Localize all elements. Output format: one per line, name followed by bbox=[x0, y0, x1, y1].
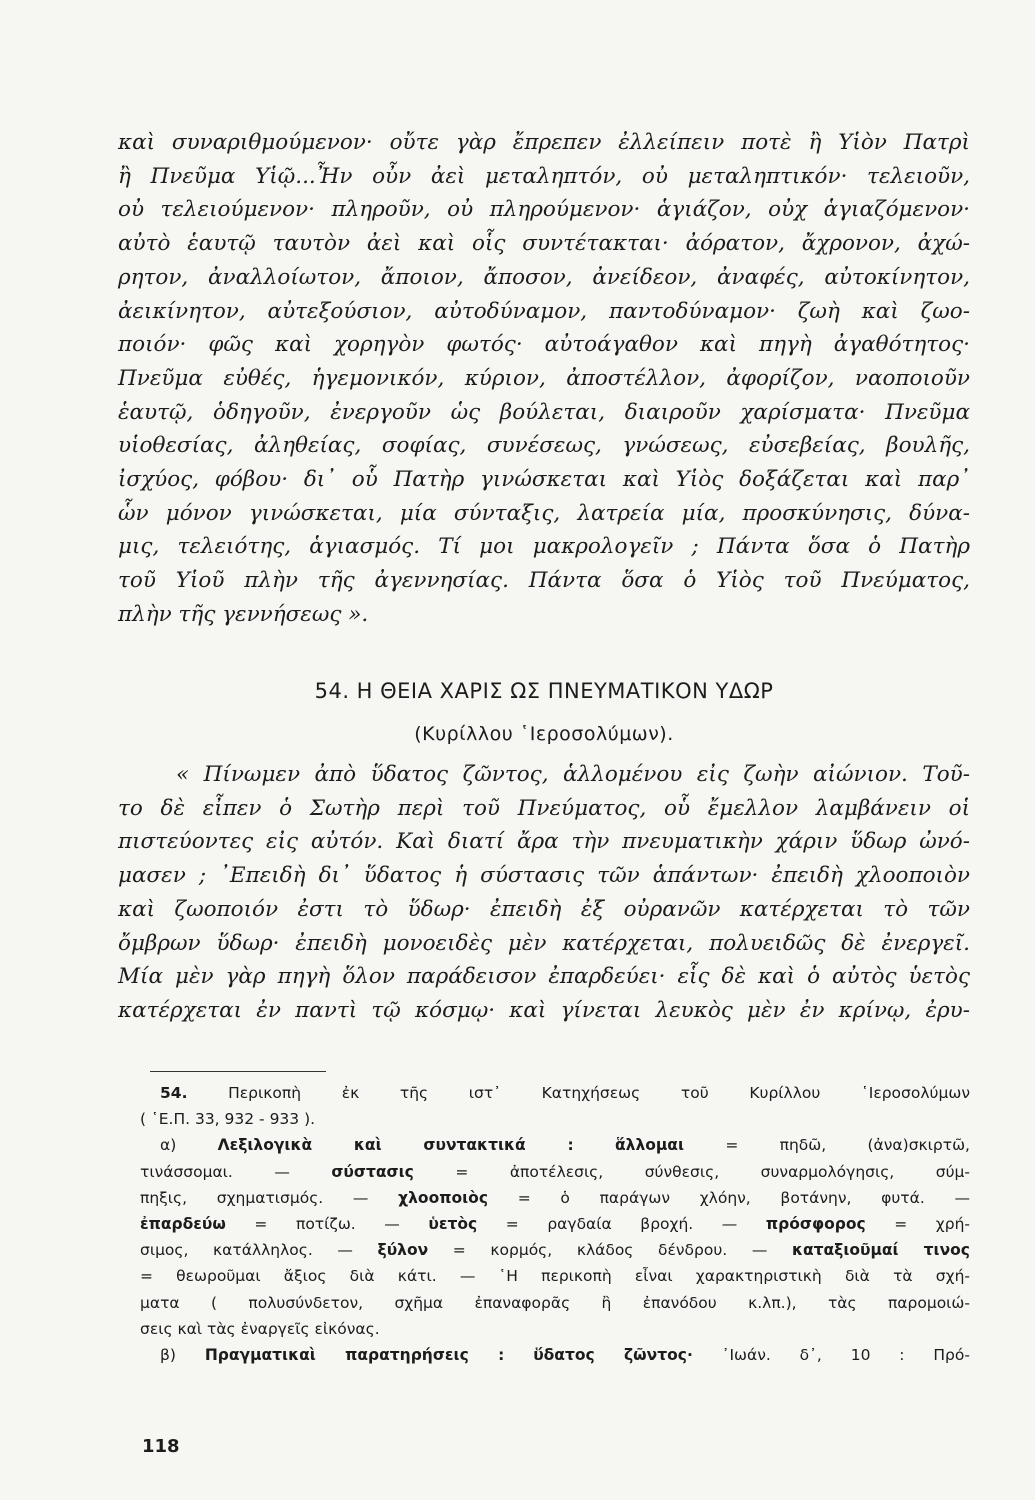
footnote-text: Περικοπὴ ἐκ τῆς ιστ᾽ Κατηχήσεως τοῦ Κυρίλλου ῾Ιεροσολύμων bbox=[187, 1084, 970, 1102]
footnote-text: σιμος, κατάλληλος. — bbox=[140, 1241, 378, 1260]
footnote-text: = χρή- bbox=[865, 1215, 970, 1234]
footnote-text: τινάσσομαι. — bbox=[140, 1162, 332, 1181]
text-line: αὐτὸ ἑαυτῷ ταυτὸν ἀεὶ καὶ οἷς συντέτακται· ἀόρατον, ἄχρονον, ἀχώ- bbox=[118, 231, 970, 257]
footnote-line: = θεωροῦμαι ἄξιος διὰ κάτι. — ῾Η περικοπὴ εἶναι χαρακτηριστικὴ διὰ τὰ σχή- bbox=[140, 1267, 970, 1286]
text-line: κατέρχεται ἐν παντὶ τῷ κόσμῳ· καὶ γίνεται λευκὸς μὲν ἐν κρίνῳ, ἐρυ- bbox=[118, 997, 970, 1023]
footnote-line bbox=[140, 1211, 970, 1237]
footnote-line: ματα ( πολυσύνδετον, σχῆμα ἐπαναφορᾶς ἢ ἐπανόδου κ.λπ.), τὰς παρομοιώ- bbox=[140, 1293, 970, 1312]
text-line: ἑαυτῷ, ὁδηγοῦν, ἐνεργοῦν ὡς βούλεται, διαιροῦν χαρίσματα· Πνεῦμα bbox=[118, 399, 970, 425]
text-line: « Πίνωμεν ἀπὸ ὕδατος ζῶντος, ἁλλομένου εἰς ζωὴν αἰώνιον. Τοῦ- bbox=[176, 762, 970, 787]
page-number: 118 bbox=[142, 1436, 180, 1457]
footnote-line bbox=[140, 1237, 970, 1263]
footnote-text: = ποτίζω. — bbox=[225, 1215, 429, 1234]
text-line: ὧν μόνον γινώσκεται, μία σύνταξις, λατρεία μία, προσκύνησις, δύνα- bbox=[118, 500, 970, 526]
footnote-text: = ἀποτέλεσις, σύνθεσις, συναρμολόγησις, σύμ- bbox=[413, 1162, 970, 1181]
text-line: ὄμβρων ὕδωρ· ἐπειδὴ μονοειδὲς μὲν κατέρχεται, πολυειδῶς δὲ ἐνεργεῖ. bbox=[118, 930, 970, 956]
text-line: υἱοθεσίας, ἀληθείας, σοφίας, συνέσεως, γνώσεως, εὐσεβείας, βουλῆς, bbox=[118, 433, 970, 459]
text-line: πλὴν τῆς γεννήσεως ». bbox=[118, 601, 369, 627]
footnote-bold: ὕδατος ζῶντος· bbox=[533, 1346, 693, 1365]
footnote-number: 54. bbox=[160, 1084, 188, 1102]
footnote-text: α) bbox=[160, 1136, 218, 1155]
footnote-line bbox=[140, 1342, 970, 1368]
footnote-bold: πρόσφορος bbox=[765, 1215, 866, 1234]
text-line: καὶ ζωοποιόν ἐστι τὸ ὕδωρ· ἐπειδὴ ἐξ οὐρανῶν κατέρχεται τὸ τῶν bbox=[118, 896, 970, 922]
footnote-text: β) bbox=[160, 1346, 205, 1365]
footnote-text: = ραγδαία βροχή. — bbox=[477, 1215, 766, 1234]
footnote-text: = κορμός, κλάδος δένδρου. — bbox=[428, 1241, 792, 1260]
text-line: ἢ Πνεῦμα Υἱῷ...Ἦν οὖν ἀεὶ μεταληπτόν, οὐ μεταληπτικόν· τελειοῦν, bbox=[118, 163, 970, 189]
main-passage bbox=[118, 758, 970, 1028]
footnote-text: πηξις, σχηματισμός. — bbox=[140, 1188, 399, 1207]
footnote-bold: καταξιοῦμαί τινος bbox=[791, 1241, 970, 1260]
text-line: ρητον, ἀναλλοίωτον, ἄποιον, ἄποσον, ἀνείδεον, ἀναφές, αὐτοκίνητον, bbox=[118, 264, 970, 290]
section-attribution: (Κυρίλλου ῾Ιεροσολύμων). bbox=[414, 723, 674, 745]
text-line: οὐ τελειούμενον· πληροῦν, οὐ πληρούμενον· ἁγιάζον, οὐχ ἁγιαζόμενον· bbox=[118, 197, 970, 223]
footnote-bold: Λεξιλογικὰ καὶ συντακτικά : bbox=[217, 1136, 574, 1155]
text-line: μις, τελειότης, ἁγιασμός. Τί μοι μακρολογεῖν ; Πάντα ὅσα ὁ Πατὴρ bbox=[118, 534, 970, 560]
footnote-bold: ὑετὸς bbox=[428, 1215, 478, 1234]
footnote-bold: σύστασις bbox=[331, 1162, 414, 1181]
section-heading: 54. Η ΘΕΙΑ ΧΑΡΙΣ ΩΣ ΠΝΕΥΜΑΤΙΚΟΝ ΥΔΩΡ bbox=[314, 679, 774, 703]
footnote-text: ᾿Ιωάν. δ᾽, 10 : Πρό- bbox=[692, 1346, 970, 1365]
footnote-text: = πηδῶ, (ἀνα)σκιρτῶ, bbox=[684, 1136, 970, 1155]
footnote-bold: ἐπαρδεύω bbox=[140, 1215, 226, 1234]
footnote-bold: ξύλον bbox=[377, 1241, 429, 1260]
text-line: πιστεύοντες εἰς αὐτόν. Καὶ διατί ἄρα τὴν πνευματικὴν χάριν ὕδωρ ὠνό- bbox=[118, 829, 970, 855]
footnote-line: σεις καὶ τὰς ἐναργεῖς εἰκόνας. bbox=[140, 1319, 380, 1338]
footnote-bold: ἅλλομαι bbox=[614, 1136, 684, 1155]
text-line: καὶ συναριθμούμενον· οὔτε γὰρ ἔπρεπεν ἐλλείπειν ποτὲ ἢ Υἱὸν Πατρὶ bbox=[118, 130, 970, 155]
top-passage bbox=[118, 126, 970, 632]
footnote-text: = ὁ παράγων χλόην, βοτάνην, φυτά. — bbox=[488, 1188, 970, 1207]
footnote-divider bbox=[150, 1071, 326, 1072]
footnote-line bbox=[140, 1159, 970, 1185]
text-line: ἰσχύος, φόβου· δι᾽ οὗ Πατὴρ γινώσκεται καὶ Υἱὸς δοξάζεται καὶ παρ᾽ bbox=[118, 467, 970, 493]
footnote-line bbox=[140, 1132, 970, 1158]
footnote-line: ( ῾Ε.Π. 33, 932 - 933 ). bbox=[140, 1110, 316, 1129]
footnote-line bbox=[140, 1080, 970, 1106]
footnote-bold: Πραγματικαὶ παρατηρήσεις : bbox=[204, 1346, 505, 1365]
footnote-line bbox=[140, 1185, 970, 1211]
text-line: ποιόν· φῶς καὶ χορηγὸν φωτός· αὐτοάγαθον καὶ πηγὴ ἀγαθότητος· bbox=[118, 332, 970, 358]
text-line: το δὲ εἶπεν ὁ Σωτὴρ περὶ τοῦ Πνεύματος, οὗ ἔμελλον λαμβάνειν οἱ bbox=[118, 795, 970, 821]
footnote-bold: χλοοποιὸς bbox=[398, 1188, 489, 1207]
text-line: ἀεικίνητον, αὐτεξούσιον, αὐτοδύναμον, παντοδύναμον· ζωὴ καὶ ζωο- bbox=[118, 298, 970, 324]
footnotes bbox=[140, 1080, 970, 1368]
text-line: Πνεῦμα εὐθές, ἡγεμονικόν, κύριον, ἀποστέλλον, ἀφορίζον, ναοποιοῦν bbox=[118, 365, 970, 391]
text-line: τοῦ Υἱοῦ πλὴν τῆς ἀγεννησίας. Πάντα ὅσα ὁ Υἱὸς τοῦ Πνεύματος, bbox=[118, 568, 970, 594]
text-line: μασεν ; ᾿Επειδὴ δι᾽ ὕδατος ἡ σύστασις τῶν ἁπάντων· ἐπειδὴ χλοοποιὸν bbox=[118, 863, 970, 889]
text-line: Μία μὲν γὰρ πηγὴ ὅλον παράδεισον ἐπαρδεύει· εἷς δὲ καὶ ὁ αὐτὸς ὑετὸς bbox=[118, 964, 970, 990]
